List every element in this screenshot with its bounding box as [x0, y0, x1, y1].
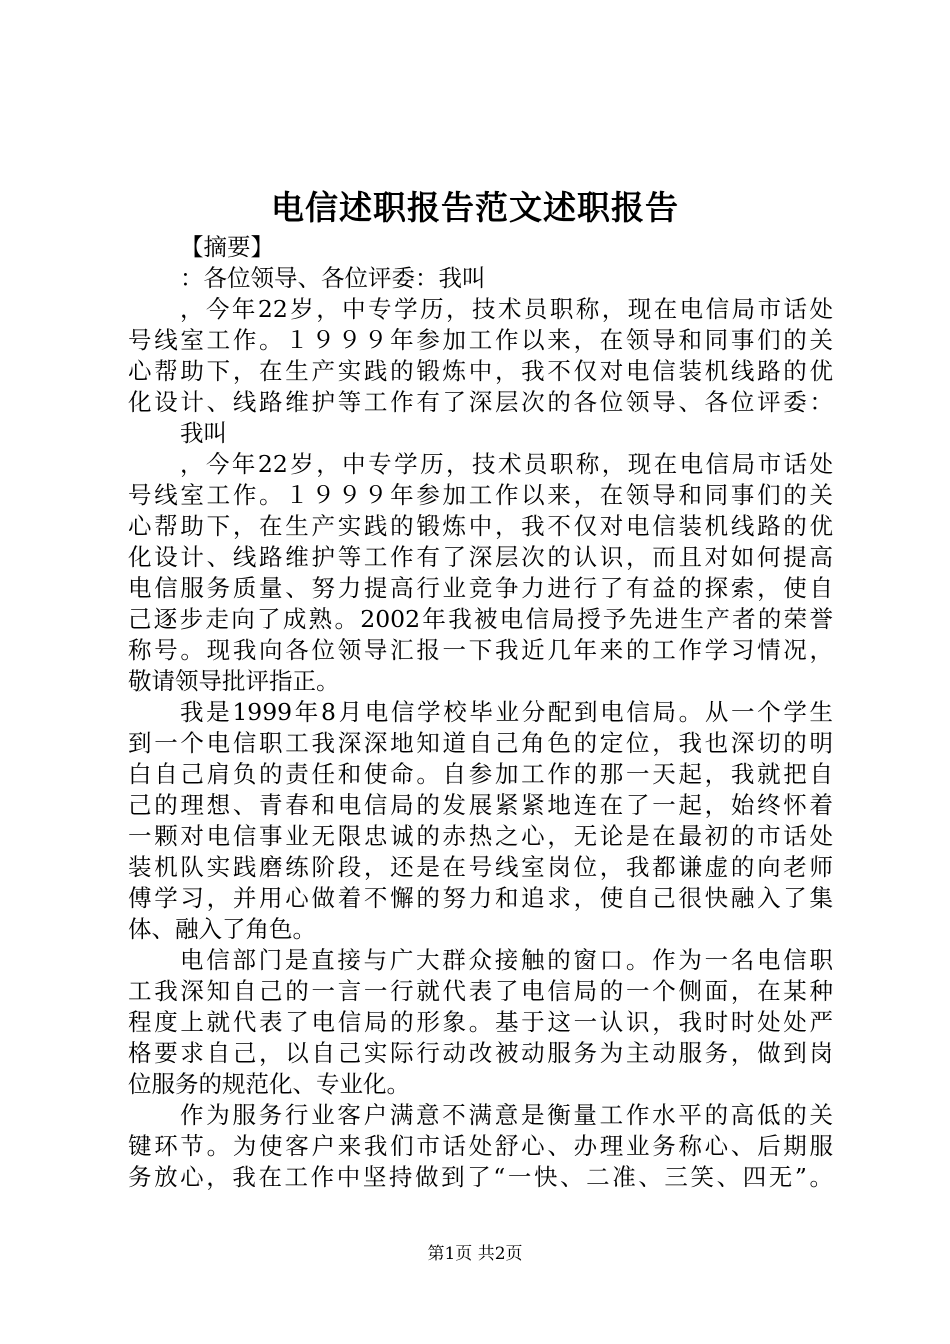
text-line: 位服务的规范化、专业化。 [128, 1070, 410, 1098]
page-footer: 第1页 共2页 [427, 1244, 523, 1264]
text-line: 己逐步走向了成熟。2002年我被电信局授予先进生产者的荣誉 [128, 605, 833, 633]
text-line: 白自己肩负的责任和使命。自参加工作的那一天起，我就把自 [128, 760, 833, 788]
text-line: 号线室工作。１９９９年参加工作以来，在领导和同事们的关 [128, 326, 833, 354]
text-line: 电信部门是直接与广大群众接触的窗口。作为一名电信职 [180, 946, 833, 974]
text-line: 称号。现我向各位领导汇报一下我近几年来的工作学习情况， [128, 636, 833, 664]
text-line: 【摘要】 [180, 233, 274, 261]
text-line: 己的理想、青春和电信局的发展紧紧地连在了一起，始终怀着 [128, 791, 833, 819]
text-line: 一颗对电信事业无限忠诚的赤热之心，无论是在最初的市话处 [128, 822, 833, 850]
text-line: 心帮助下，在生产实践的锻炼中，我不仅对电信装机线路的优 [128, 357, 833, 385]
text-line: 号线室工作。１９９９年参加工作以来，在领导和同事们的关 [128, 481, 833, 509]
text-line: 化设计、线路维护等工作有了深层次的各位领导、各位评委： [128, 388, 833, 416]
text-line: 电信服务质量、努力提高行业竞争力进行了有益的探索，使自 [128, 574, 833, 602]
text-line: 心帮助下，在生产实践的锻炼中，我不仅对电信装机线路的优 [128, 512, 833, 540]
text-line: 务放心，我在工作中坚持做到了“一快、二准、三笑、四无”。 [128, 1163, 833, 1191]
text-line: 程度上就代表了电信局的形象。基于这一认识，我时时处处严 [128, 1008, 833, 1036]
text-line: 键环节。为使客户来我们市话处舒心、办理业务称心、后期服 [128, 1132, 833, 1160]
text-line: 体、融入了角色。 [128, 915, 316, 943]
text-line: 格要求自己，以自己实际行动改被动服务为主动服务，做到岗 [128, 1039, 833, 1067]
text-line: 工我深知自己的一言一行就代表了电信局的一个侧面，在某种 [128, 977, 833, 1005]
document-title: 电信述职报告范文述职报告 [271, 188, 679, 227]
text-line: ，今年22岁，中专学历，技术员职称，现在电信局市话处 [180, 450, 833, 478]
text-line: ，今年22岁，中专学历，技术员职称，现在电信局市话处 [180, 295, 833, 323]
text-line: 我叫 [180, 419, 227, 447]
text-line: 敬请领导批评指正。 [128, 667, 340, 695]
document-body [128, 232, 833, 1193]
text-line: 作为服务行业客户满意不满意是衡量工作水平的高低的关 [180, 1101, 833, 1129]
text-line: 化设计、线路维护等工作有了深层次的认识，而且对如何提高 [128, 543, 833, 571]
text-line: 傅学习，并用心做着不懈的努力和追求，使自己很快融入了集 [128, 884, 833, 912]
text-line: 我是1999年8月电信学校毕业分配到电信局。从一个学生 [180, 698, 833, 726]
text-line: 到一个电信职工我深深地知道自己角色的定位，我也深切的明 [128, 729, 833, 757]
text-line: ：各位领导、各位评委：我叫 [180, 264, 486, 292]
text-line: 装机队实践磨练阶段，还是在号线室岗位，我都谦虚的向老师 [128, 853, 833, 881]
